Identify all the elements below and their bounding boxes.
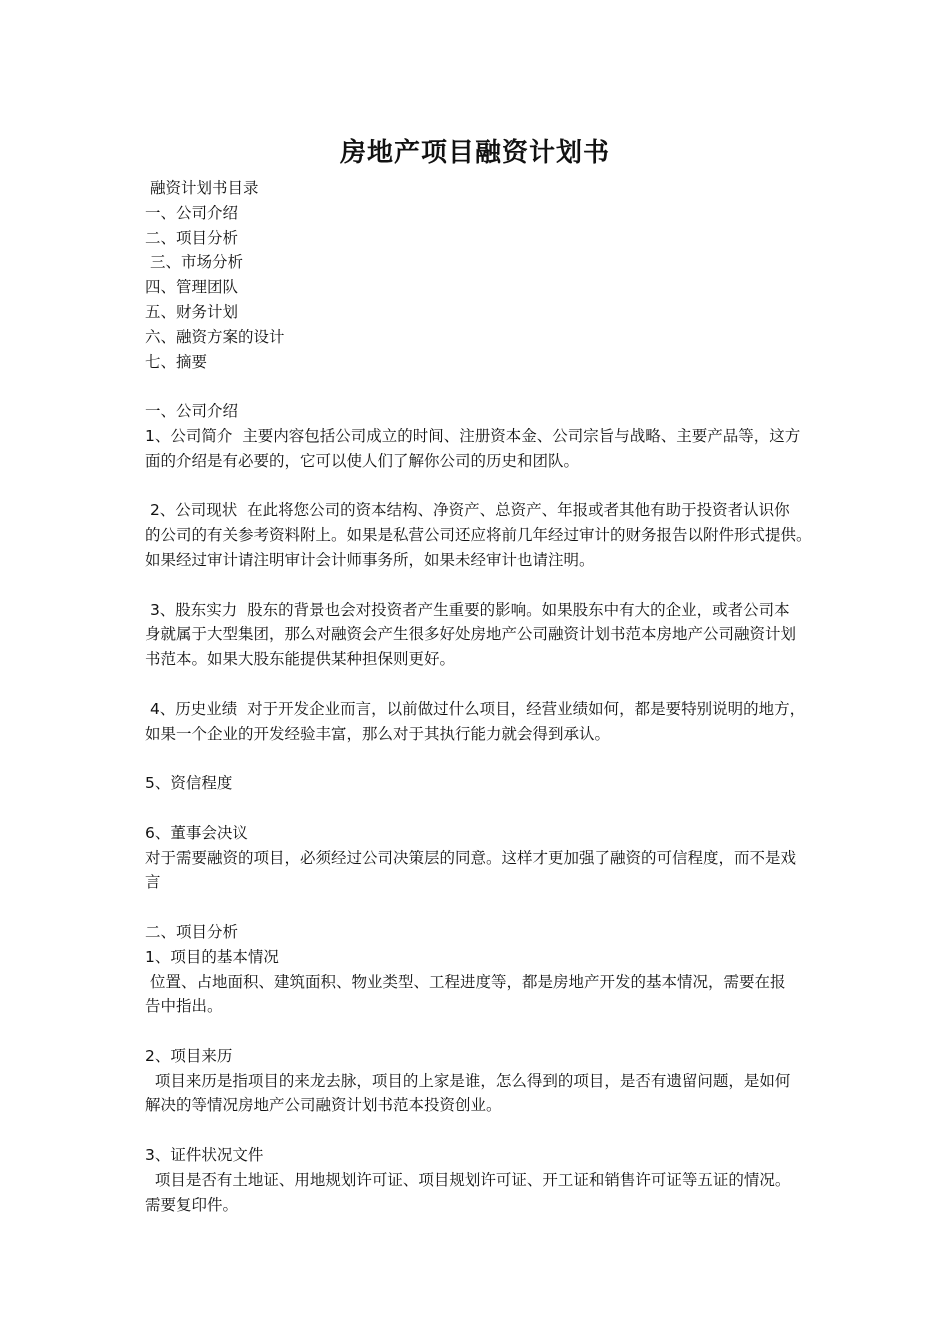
text-line: 4、历史业绩 对于开发企业而言，以前做过什么项目，经营业绩如何，都是要特别说明的地方，: [145, 699, 806, 718]
text-line: 身就属于大型集团，那么对融资会产生很多好处房地产公司融资计划书范本房地产公司融资计划: [145, 625, 797, 644]
text-line: 一、公司介绍: [145, 402, 239, 421]
text-line: 位置、占地面积、建筑面积、物业类型、工程进度等，都是房地产开发的基本情况，需要在报: [145, 972, 786, 991]
text-line: 解决的等情况房地产公司融资计划书范本投资创业。: [145, 1096, 502, 1115]
blank-line: [145, 796, 865, 821]
text-line: 如果经过审计请注明审计会计师事务所，如果未经审计也请注明。: [145, 550, 595, 569]
blank-line: [145, 573, 865, 598]
text-line: 项目来历是指项目的来龙去脉，项目的上家是谁，怎么得到的项目，是否有遗留问题，是如何: [145, 1071, 791, 1090]
text-line: 需要复印件。: [145, 1195, 239, 1214]
text-line: 二、项目分析: [145, 922, 239, 941]
text-line: 七、摘要: [145, 352, 208, 371]
blank-line: [145, 374, 865, 399]
document-title: 房地产项目融资计划书: [339, 138, 610, 168]
text-line: 2、项目来历: [145, 1046, 233, 1065]
text-line: 四、管理团队: [145, 278, 239, 297]
text-line: 二、项目分析: [145, 228, 239, 247]
text-line: 六、融资方案的设计: [145, 327, 285, 346]
text-line: 的公司的有关参考资料附上。如果是私营公司还应将前几年经过审计的财务报告以附件形式提供。: [145, 526, 812, 545]
text-line: 如果一个企业的开发经验丰富，那么对于其执行能力就会得到承认。: [145, 724, 611, 743]
text-line: 5、资信程度: [145, 774, 233, 793]
text-line: 告中指出。: [145, 997, 223, 1016]
text-line: 面的介绍是有必要的，它可以使人们了解你公司的历史和团队。: [145, 451, 580, 470]
blank-line: [145, 1019, 865, 1044]
text-line: 书范本。如果大股东能提供某种担保则更好。: [145, 650, 456, 669]
blank-line: [145, 895, 865, 920]
text-line: 融资计划书目录: [145, 179, 259, 197]
text-line: 3、股东实力 股东的背景也会对投资者产生重要的影响。如果股东中有大的企业，或者公司本: [145, 600, 790, 619]
text-line: 五、财务计划: [145, 302, 239, 321]
text-line: 6、董事会决议: [145, 823, 248, 842]
text-line: 对于需要融资的项目，必须经过公司决策层的同意。这样才更加强了融资的可信程度，而不是戏: [145, 848, 797, 867]
text-line: 项目是否有土地证、用地规划许可证、项目规划许可证、开工证和销售许可证等五证的情况。: [145, 1170, 791, 1189]
blank-line: [145, 1118, 865, 1143]
text-line: 三、市场分析: [145, 253, 243, 272]
text-line: 一、公司介绍: [145, 203, 239, 222]
text-line: 1、项目的基本情况: [145, 947, 279, 966]
text-line: 3、证件状况文件: [145, 1146, 264, 1165]
document-body: [145, 176, 865, 1217]
text-line: 1、公司简介 主要内容包括公司成立的时间、注册资本金、公司宗旨与战略、主要产品等，这方: [145, 426, 801, 445]
blank-line: [145, 746, 865, 771]
text-line: 言: [145, 873, 161, 892]
text-line: 2、公司现状 在此将您公司的资本结构、净资产、总资产、年报或者其他有助于投资者认识你: [145, 501, 790, 520]
blank-line: [145, 672, 865, 697]
blank-line: [145, 474, 865, 499]
